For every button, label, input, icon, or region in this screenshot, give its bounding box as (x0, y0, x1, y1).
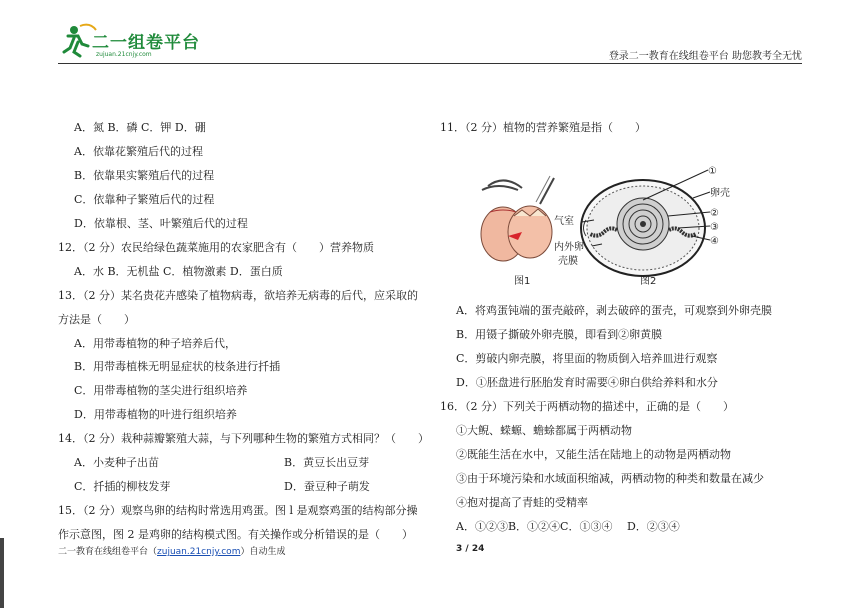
q16-options: A．①②③B．①②④C．①③④ D．②③④ (456, 520, 680, 533)
q15-option-a: A．将鸡蛋钝端的蛋壳敲碎，剥去破碎的蛋壳，可观察到外卵壳膜 (456, 304, 772, 317)
q13-option-d: D．用带毒植物的叶进行组织培养 (74, 408, 237, 421)
q13-stem-cont: 方法是（ ） (58, 313, 135, 326)
q11-stem: 11．（2 分）植物的营养繁殖是指（ ） (440, 121, 646, 134)
logo-text: 二一组卷平台 (92, 33, 200, 53)
air-cell-label: 气室 (554, 216, 574, 227)
q11-option-b: B．依靠果实繁殖后代的过程 (74, 169, 215, 182)
q13-stem: 13．（2 分）某名贵花卉感染了植物病毒，欲培养无病毒的后代，应采取的 (58, 289, 418, 302)
q14-stem: 14．（2 分）栽种蒜瓣繁殖大蒜，与下列哪种生物的繁殖方式相同？（ ） (58, 432, 429, 445)
egg-figure (478, 160, 730, 288)
q15-option-d: D．①胚盘进行胚胎发育时需要④卵白供给养料和水分 (456, 376, 718, 389)
q16-statement-2: ②既能生活在水中，又能生活在陆地上的动物是两栖动物 (456, 448, 731, 461)
q13-option-c: C．用带毒植物的茎尖进行组织培养 (74, 384, 248, 397)
q12-stem: 12．（2 分）农民给绿色蔬菜施用的农家肥含有（ ）营养物质 (58, 241, 374, 254)
label-3: ③ (710, 222, 719, 233)
q16-stem: 16．（2 分）下列关于两栖动物的描述中，正确的是（ ） (440, 400, 734, 413)
q15-option-c: C．剪破内卵壳膜，将里面的物质倒入培养皿进行观察 (456, 352, 718, 365)
q11-option-a: A．依靠花繁殖后代的过程 (74, 145, 203, 158)
membrane-label: 内外卵 (554, 242, 584, 253)
q15-stem: 15．（2 分）观察鸟卵的结构时常选用鸡蛋。图 l 是观察鸡蛋的结构部分操 (58, 504, 418, 517)
figure1-label: 图1 (514, 276, 531, 287)
q16-statement-1: ①大鲵、蝾螈、蟾蜍都属于两栖动物 (456, 424, 632, 437)
page-number: 3 / 24 (456, 544, 485, 554)
logo-url: zujuan.21cnjy.com (96, 51, 152, 58)
left-edge-strip (0, 538, 4, 608)
footer-prefix: 二一教育在线组卷平台（ (58, 547, 158, 557)
figure1-eggs (481, 176, 554, 261)
label-2: ② (710, 208, 719, 219)
q13-option-b: B．用带毒植株无明显症状的枝条进行扦插 (74, 360, 281, 373)
footer-suffix: ）自动生成 (240, 547, 286, 557)
q14-option-c: C．扦插的柳枝发芽 (74, 480, 171, 493)
q13-option-a: A．用带毒植物的种子培养后代， (74, 337, 236, 350)
q11-option-c: C．依靠种子繁殖后代的过程 (74, 193, 215, 206)
q10-options: A．氮 B．磷 C．钾 D．硼 (74, 121, 206, 134)
figure2-egg-section (581, 180, 705, 276)
q15-stem-cont: 作示意图，图 2 是鸡卵的结构模式图。有关操作或分析错误的是（ ） (58, 528, 413, 541)
membrane-label-cont: 壳膜 (558, 256, 578, 267)
header-slogan: 登录二一教育在线组卷平台 助您教考全无忧 (608, 51, 802, 62)
q14-option-a: A．小麦种子出苗 (74, 456, 159, 469)
q12-options: A．水 B．无机盐 C．植物激素 D．蛋白质 (74, 265, 283, 278)
q15-option-b: B．用镊子撕破外卵壳膜，即看到②卵黄膜 (456, 328, 663, 341)
q16-statement-3: ③由于环境污染和水域面积缩减，两栖动物的种类和数量在减少 (456, 472, 764, 485)
label-4: ④ (710, 236, 719, 247)
footer-link[interactable]: zujuan.21cnjy.com (157, 547, 241, 557)
label-1: ① (708, 166, 717, 177)
q14-option-d: D．蚕豆种子萌发 (284, 480, 370, 493)
q16-statement-4: ④抱对提高了青蛙的受精率 (456, 496, 588, 509)
header-divider (58, 63, 802, 64)
footer-credit (58, 544, 285, 557)
shell-label: 卵壳 (710, 188, 730, 199)
q14-option-b: B．黄豆长出豆芽 (284, 456, 370, 469)
figure2-label: 图2 (640, 276, 657, 287)
q11-option-d: D．依靠根、茎、叶繁殖后代的过程 (74, 217, 248, 230)
